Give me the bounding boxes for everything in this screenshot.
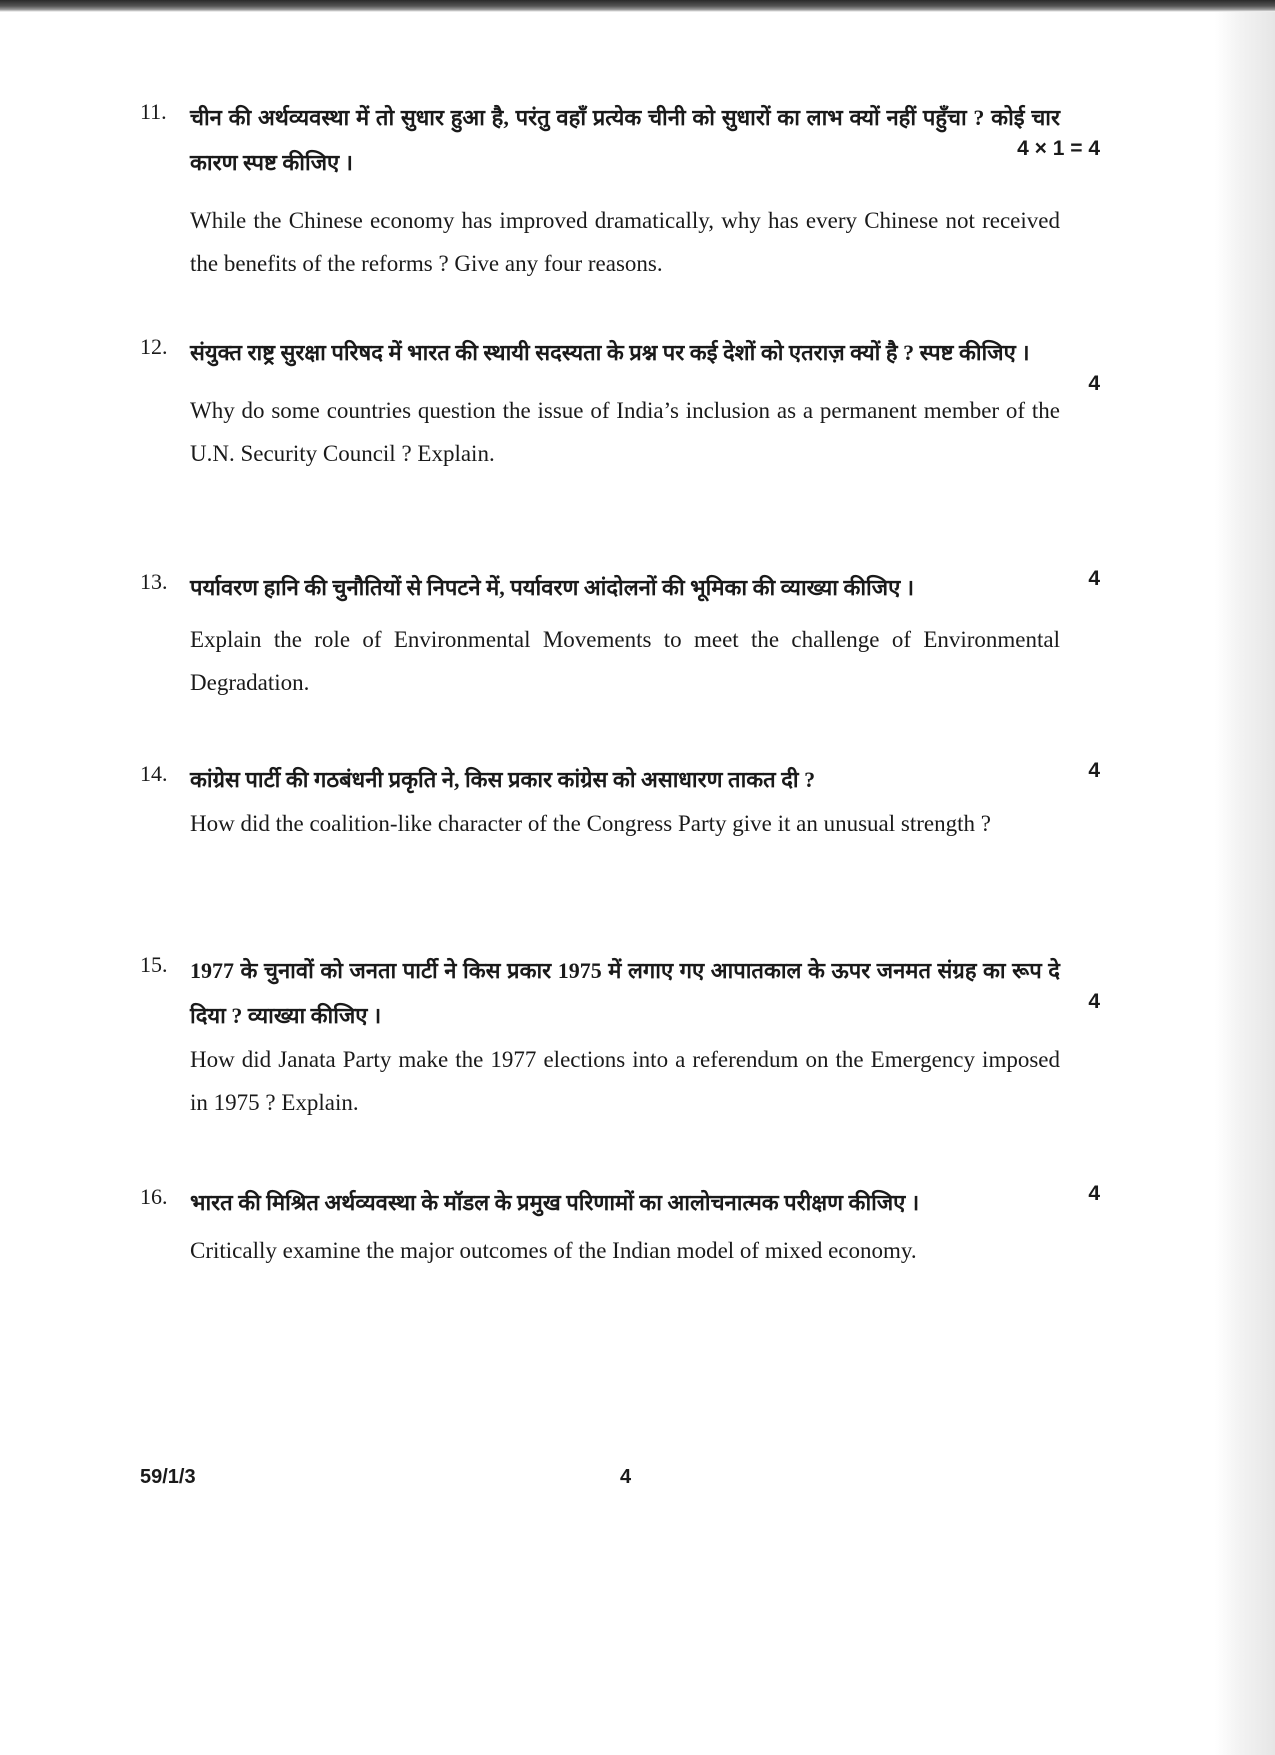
question-english-text: While the Chinese economy has improved dramatically, why has every Chinese not received the benefits of the reforms ? Give any four reasons. xyxy=(190,208,1060,276)
question-marks: 4 xyxy=(1088,990,1100,1013)
page-number: 4 xyxy=(620,1466,632,1488)
question-number: 13. xyxy=(140,569,168,594)
question-marks: 4 xyxy=(1088,372,1100,395)
question-marks: 4 xyxy=(1088,759,1100,782)
question-number: 11. xyxy=(140,99,167,124)
question-marks: 4 xyxy=(1088,567,1100,590)
question-english-text: How did the coalition-like character of the Congress Party give it an unusual strength ? xyxy=(190,811,991,836)
question-english-text: How did Janata Party make the 1977 elections into a referendum on the Emergency imposed in 1975 ? Explain. xyxy=(190,1047,1060,1115)
question-hindi-text: 1977 के चुनावों को जनता पार्टी ने किस प्रकार 1975 में लगाए गए आपातकाल के ऊपर जनमत संग्रह का रूप दे दिया ? व्याख्या कीजिए । xyxy=(190,958,1060,1028)
question-hindi-text: भारत की मिश्रित अर्थव्यवस्था के मॉडल के प्रमुख परिणामों का आलोचनात्मक परीक्षण कीजिए । xyxy=(190,1190,920,1215)
question-hindi-text: चीन की अर्थव्यवस्था में तो सुधार हुआ है, परंतु वहाँ प्रत्येक चीनी को सुधारों का लाभ क्यों नहीं पहुँचा ? कोई चार कारण स्पष्ट कीजिए । xyxy=(190,105,1060,175)
question-marks: 4 × 1 = 4 xyxy=(1017,137,1100,160)
question-number: 15. xyxy=(140,952,168,977)
question-english-text: Why do some countries question the issue of India’s inclusion as a permanent member of the U.N. Security Council ? Explain. xyxy=(190,398,1060,466)
question-marks: 4 xyxy=(1088,1182,1100,1205)
question-hindi-text: संयुक्त राष्ट्र सुरक्षा परिषद में भारत की स्थायी सदस्यता के प्रश्न पर कई देशों को एतराज़ क्यों है ? स्पष्ट कीजिए । xyxy=(190,340,1030,365)
question-hindi-text: पर्यावरण हानि की चुनौतियों से निपटने में, पर्यावरण आंदोलनों की भूमिका की व्याख्या कीजिए । xyxy=(190,575,915,600)
question-number: 16. xyxy=(140,1184,168,1209)
paper-code: 59/1/3 xyxy=(140,1466,196,1488)
question-english-text: Critically examine the major outcomes of the Indian model of mixed economy. xyxy=(190,1238,917,1263)
question-number: 14. xyxy=(140,761,168,786)
question-english-text: Explain the role of Environmental Movements to meet the challenge of Environmental Degradation. xyxy=(190,627,1060,695)
question-hindi-text: कांग्रेस पार्टी की गठबंधनी प्रकृति ने, किस प्रकार कांग्रेस को असाधारण ताकत दी ? xyxy=(190,767,816,792)
question-number: 12. xyxy=(140,334,168,359)
